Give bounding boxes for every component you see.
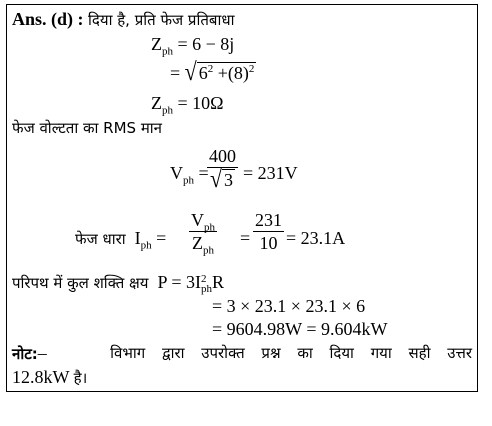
vph-result-text: = 231V xyxy=(243,163,298,183)
iph-fraction-1 xyxy=(189,210,217,257)
iph-result xyxy=(286,228,345,248)
loss-label: परिपथ में कुल शक्ति क्षय xyxy=(12,274,149,292)
equals-sign: = xyxy=(156,228,167,248)
zph-equation-3 xyxy=(151,93,224,117)
zph-symbol: Z xyxy=(151,93,162,113)
iph-lhs xyxy=(75,228,167,252)
zph-value: = 6 − 8j xyxy=(177,34,235,54)
iph-symbol: I xyxy=(134,228,141,248)
iph-label: फेज धारा xyxy=(75,230,126,248)
iph-denominator xyxy=(190,233,216,257)
answer-label: Ans. (d) : xyxy=(12,9,84,29)
fraction-bar xyxy=(253,231,284,232)
zph-subscript: ph xyxy=(162,45,173,58)
rms-heading xyxy=(12,117,162,138)
iph-result-text: = 23.1A xyxy=(286,228,346,248)
v-subscript: ph xyxy=(204,221,215,234)
note-value: 12.8kW xyxy=(12,367,70,387)
radicand-term-1: 6 xyxy=(198,63,208,83)
root-value: 3 xyxy=(224,170,234,190)
vph-result xyxy=(243,163,298,183)
vph-lhs xyxy=(170,163,209,187)
radical-sign: √ xyxy=(184,57,197,86)
loss-formula-post: R xyxy=(212,272,225,292)
radicand-term-2: (8) xyxy=(227,63,249,83)
loss-line-2 xyxy=(212,296,365,316)
v-symbol: V xyxy=(191,210,204,230)
iph-numerator-2: 231 xyxy=(255,210,282,230)
iph-eq2 xyxy=(240,228,250,248)
loss-calc: = 3 × 23.1 × 23.1 × 6 xyxy=(212,296,366,316)
vph-subscript: ph xyxy=(183,174,194,187)
exponent-1: 2 xyxy=(207,63,214,75)
given-intro: दिया है, प्रति फेज प्रतिबाधा xyxy=(88,11,235,29)
sub-sup-stack xyxy=(201,274,212,294)
equals-sign: = xyxy=(240,228,251,248)
loss-line-1 xyxy=(12,272,224,294)
note-line-2 xyxy=(12,367,87,388)
rms-heading-text: फेज वोल्टता का RMS मान xyxy=(12,119,162,137)
iph-numerator xyxy=(189,210,217,234)
equals-sign: = xyxy=(198,163,209,183)
iph-fraction-2 xyxy=(253,210,284,253)
vph-denominator xyxy=(208,164,237,193)
vph-fraction xyxy=(207,146,238,193)
fraction-bar xyxy=(189,231,217,232)
note-dash: – xyxy=(37,343,47,363)
vph-numerator: 400 xyxy=(209,146,236,166)
zph-equation-2 xyxy=(170,57,256,86)
radicand xyxy=(197,62,257,83)
zph-result: = 10Ω xyxy=(177,93,224,113)
exponent-2: 2 xyxy=(248,63,255,75)
loss-sup: 2 xyxy=(201,272,207,285)
vph-symbol: V xyxy=(170,163,183,183)
note-tail: है। xyxy=(73,369,88,387)
loss-result: = 9604.98W = 9.604kW xyxy=(212,319,388,339)
plus-sign: + xyxy=(217,63,228,83)
answer-header-line xyxy=(12,9,234,30)
z-subscript: ph xyxy=(203,244,214,257)
zph-equation-1 xyxy=(151,34,235,58)
equals-sign: = xyxy=(170,63,181,83)
note-text: विभाग द्वारा उपरोक्त प्रश्न का दिया गया सही उत्तर xyxy=(110,344,472,362)
iph-subscript: ph xyxy=(140,239,152,252)
note-line-1 xyxy=(12,343,472,364)
note-label: नोट: xyxy=(12,345,38,363)
loss-sub: ph xyxy=(201,282,213,295)
radical-sign: √ xyxy=(209,164,223,193)
zph-symbol: Z xyxy=(151,34,162,54)
z-symbol: Z xyxy=(192,233,203,253)
zph-subscript: ph xyxy=(162,104,173,117)
loss-line-3 xyxy=(212,319,387,339)
iph-denominator-2: 10 xyxy=(259,233,278,253)
loss-formula-pre: P = 3I xyxy=(157,272,202,292)
